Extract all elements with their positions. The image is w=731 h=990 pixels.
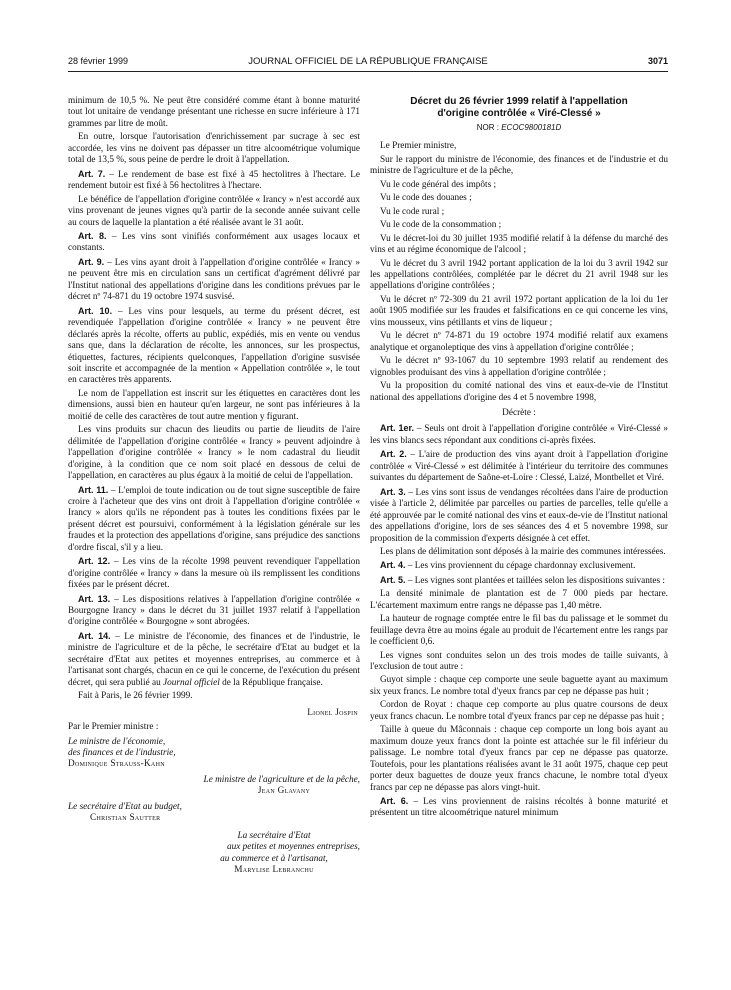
- paragraph: Sur le rapport du ministre de l'économie, des finances et de l'industrie et du ministre de l'agriculture et de la pêche,: [370, 154, 668, 177]
- visa: Vu le code rural ;: [380, 206, 445, 217]
- article-text: – Les vins sont issus de vendanges récoltées dans l'aire de production visée à l'article 2, délimitée par parcelles ou parties de parcelles, telle qu'elle a été approuvée par le comité national des vins et eaux-de-vie de l'Institut national des appellations d'origine, lors de ses séances des 4 et 5 novembre 1998, sur proposition de la commission d'experts désignée à cet effet.: [370, 487, 668, 544]
- article-label: Art. 11.: [78, 484, 109, 495]
- decrete: Décrète :: [502, 407, 536, 418]
- article-text: – Les vignes sont plantées et taillées selon les dispositions suivantes :: [405, 575, 665, 586]
- article-label: Art. 9.: [78, 256, 105, 267]
- min-eco-title: des finances et de l'industrie,: [68, 748, 176, 759]
- article-text: – Les vins de la récolte 1998 peuvent revendiquer l'appellation d'origine contrôlée « Irancy » dans la mesure où ils remplissent les conditions fixées par le présent décret.: [68, 557, 360, 591]
- done-at: Fait à Paris, le 26 février 1999.: [78, 691, 193, 702]
- article-text: – L'emploi de toute indication ou de tout signe susceptible de faire croire à l'acheteur que des vins ont droit à l'appellation d'origine contrôlée « Irancy » alors qu'ils ne répondent pas à toutes les conditions fixées par le présent décret est poursuivi, conformément à la législation générale sur les fraudes et la protection des appellations d'origine, sans préjudice des sanctions d'ordre fiscal, s'il y a lieu.: [68, 485, 360, 553]
- article-label: Art. 5.: [380, 574, 406, 585]
- article-text: – L'aire de production des vins ayant droit à l'appellation d'origine contrôlée « Viré-Clessé » est délimitée à l'intérieur du territoire des communes suivantes du département de Saône-et-Loire : Clessé, Laizé, Montbellet et Viré.: [370, 450, 668, 484]
- article-11: [68, 485, 360, 555]
- article-label: Art. 12.: [78, 556, 111, 567]
- page-header: [68, 56, 668, 70]
- paragraph: Le bénéfice de l'appellation d'origine contrôlée « Irancy » n'est accordé aux vins provenant de jeunes vignes qu'à partir de la seconde année suivant celle au cours de laquelle la plantation a été réalisée avant le 31 août.: [68, 194, 360, 228]
- min-agri-name: Jean Glavany: [257, 786, 311, 797]
- sec-budget-name: Christian Sautter: [90, 813, 161, 824]
- header-page-number: 3071: [647, 56, 668, 66]
- article-label: Art. 14.: [78, 630, 111, 641]
- paragraph: En outre, lorsque l'autorisation d'enrichissement par sucrage à sec est accordée, les vins ne doivent pas dépasser un titre alcoométrique volumique total de 13,5 %, sous peine de perdre le droit à l'appellation.: [68, 132, 360, 166]
- paragraph: Guyot simple : chaque cep comporte une seule baguette ayant au maximum six yeux francs. Le nombre total d'yeux francs par cep ne dépasse pas huit ;: [370, 675, 668, 697]
- min-eco-name: Dominique Strauss-Kahn: [68, 759, 165, 770]
- article-text: – Les vins ayant droit à l'appellation d'origine contrôlée « Irancy » ne peuvent être mis en circulation sans un certificat d'agrément délivré par l'Institut national des appellations d'origine dans les conditions prévues par le décret nº 74-871 du 19 octobre 1974 susvisé.: [68, 257, 360, 303]
- article-text: – Les vins sont vinifiés conformément aux usages locaux et constants.: [68, 231, 360, 254]
- article-8: [68, 231, 360, 255]
- visa: Vu le code des douanes ;: [380, 193, 472, 204]
- article-label: Art. 7.: [78, 168, 106, 179]
- visa: Vu le décret nº 72-309 du 21 avril 1972 portant application de la loi du 1er août 1905 modifiée sur les fraudes et falsifications en ce qui concerne les vins, vins mousseux, vins pétillants et vins de liqueur ;: [370, 294, 668, 328]
- paragraph: La hauteur de rognage comptée entre le fil bas du palissage et le sommet du feuillage devra être au moins égale au produit de l'écartement entre les rangs par le coefficient 0,6.: [370, 614, 668, 648]
- article-7: [68, 169, 360, 193]
- article-text: – Les vins pour lesquels, au terme du présent décret, est revendiquée l'appellation d'origine contrôlée « Irancy » ne peuvent être déclarés après la récolte, offerts au public, expédiés, mis en vente ou vendus sans que, dans la déclaration de récolte, les annonces, sur les prospectus, étiquettes, factures, récipients quelconques, l'appellation d'origine susvisée soit inscrite et accompagnée de la mention « Appellation contrôlée », le tout en caractères très apparents.: [68, 306, 360, 386]
- article-text: – Le ministre de l'économie, des finances et de l'industrie, le ministre de l'agriculture et de la pêche, le secrétaire d'Etat au budget et la secrétaire d'Etat aux petites et moyennes entreprises, au commerce et à l'artisanat sont chargés, chacun en ce qui le concerne, de l'exécution du présent décret, qui sera publié au: [68, 631, 360, 688]
- paragraph: minimum de 10,5 %. Ne peut être considéré comme étant à bonne maturité tout lot unitaire de vendange présentant une richesse en sucre inférieure à 171 grammes par litre de moût.: [68, 96, 360, 129]
- sec-pme-name: Marylise Lebranchu: [234, 865, 314, 876]
- article-text: – Les dispositions relatives à l'appellation d'origine contrôlée « Bourgogne Irancy » dans le décret du 31 juillet 1937 relatif à l'appellation d'origine contrôlée « Bourgogne » sont abrogées.: [68, 594, 361, 628]
- nor-label: NOR :: [476, 123, 502, 132]
- right-column: [370, 96, 668, 822]
- article-1: [370, 423, 668, 447]
- visa: Vu le décret nº 93-1067 du 10 septembre 1993 relatif au rendement des vignobles produisant des vins à appellation d'origine contrôlée ;: [370, 356, 668, 378]
- article-9: [68, 257, 360, 304]
- article-12: [68, 556, 360, 591]
- article-4: [370, 560, 668, 572]
- article-label: Art. 1er.: [380, 423, 415, 434]
- article-6: [370, 796, 668, 820]
- journal-officiel-ref: Journal officiel: [163, 677, 220, 688]
- sec-pme-title: La secrétaire d'Etat: [237, 830, 311, 841]
- header-date: 28 février 1999: [68, 56, 129, 66]
- article-label: Art. 3.: [380, 486, 406, 497]
- article-label: Art. 8.: [78, 230, 107, 241]
- paragraph: Cordon de Royat : chaque cep comporte au plus quatre coursons de deux yeux francs chacun. Le nombre total d'yeux francs par cep ne dépasse pas huit ;: [370, 700, 668, 722]
- article-5: [370, 575, 668, 587]
- article-text: – Les vins proviennent du cépage chardonnay exclusivement.: [405, 561, 636, 572]
- nor-reference: [370, 122, 668, 133]
- header-journal-title: JOURNAL OFFICIEL DE LA RÉPUBLIQUE FRANÇAISE: [248, 56, 488, 67]
- article-text: de la République française.: [219, 677, 323, 688]
- visa: Vu le code de la consommation ;: [380, 220, 502, 231]
- paragraph: Le nom de l'appellation est inscrit sur les étiquettes en caractères dont les dimensions, aussi bien en hauteur qu'en largeur, ne sont pas inférieures à la moitié de celle des caractères de tout autre mention y figurant.: [68, 388, 360, 422]
- article-13: [68, 594, 360, 629]
- min-agri-title: Le ministre de l'agriculture et de la pêche,: [203, 774, 360, 785]
- paragraph: Les vignes sont conduites selon un des trois modes de taille suivants, à l'exclusion de tout autre :: [370, 650, 668, 673]
- article-label: Art. 10.: [78, 305, 113, 316]
- article-label: Art. 4.: [380, 560, 406, 571]
- article-text: – Les vins proviennent de raisins récoltés à bonne maturité et présentent un titre alcoométrique naturel minimum: [370, 797, 668, 819]
- article-14: [68, 631, 360, 689]
- left-column: [68, 96, 360, 877]
- article-label: Art. 13.: [78, 593, 111, 604]
- article-label: Art. 2.: [380, 449, 407, 460]
- paragraph: Le Premier ministre,: [380, 141, 457, 152]
- visa: Vu le décret-loi du 30 juillet 1935 modifié relatif à la défense du marché des vins et au régime économique de l'alcool ;: [370, 233, 668, 256]
- article-3: [370, 487, 668, 545]
- paragraph: Les vins produits sur chacun des lieudits ou partie de lieudits de l'aire délimitée de l'appellation d'origine contrôlée « Irancy » peuvent adjoindre à l'appellation d'origine contrôlée « Irancy » le nom cadastral du lieudit d'origine, à la condition que ce nom soit placé en dessous de celui de l'appellation, en caractères au plus égaux à la moitié de celui de l'appellation.: [68, 425, 360, 482]
- nor-code: ECOC9800181D: [501, 123, 562, 132]
- visa: Vu le décret nº 74-871 du 19 octobre 1974 modifié relatif aux examens analytique et organoleptique des vins à appellation d'origine contrôlée ;: [370, 331, 668, 353]
- visa: Vu la proposition du comité national des vins et eaux-de-vie de l'Institut national des appellations d'origine des 4 et 5 novembre 1998,: [370, 381, 668, 403]
- header-rule: [68, 71, 668, 72]
- visa: Vu le décret du 3 avril 1942 portant application de la loi du 3 avril 1942 sur les appellations contrôlées, complétée par le décret du 21 avril 1948 sur les appellations d'origine contrôlées ;: [370, 258, 668, 292]
- article-text: – Seuls ont droit à l'appellation d'origine contrôlée « Viré-Clessé » les vins blancs secs répondant aux conditions ci-après fixées.: [370, 424, 668, 446]
- visa: Vu le code général des impôts ;: [380, 179, 497, 190]
- paragraph: Les plans de délimitation sont déposés à la mairie des communes intéressées.: [380, 546, 666, 557]
- decree-title-line: d'origine contrôlée « Viré-Clessé »: [437, 108, 601, 119]
- article-label: Art. 6.: [380, 796, 409, 807]
- paragraph: La densité minimale de plantation est de 7 000 pieds par hectare. L'écartement maximum entre rangs ne dépasse pas 1,40 mètre.: [370, 589, 668, 611]
- sec-pme-title: aux petites et moyennes entreprises,: [227, 842, 360, 853]
- decree-title-line: Décret du 26 février 1999 relatif à l'appellation: [410, 96, 628, 107]
- article-text: – Le rendement de base est fixé à 45 hectolitres à l'hectare. Le rendement butoir est fixé à 56 hectolitres à l'hectare.: [68, 169, 360, 192]
- sec-pme-title: au commerce et à l'artisanat,: [220, 853, 328, 864]
- article-2: [370, 449, 668, 484]
- paragraph: Taille à queue du Mâconnais : chaque cep comporte un long bois ayant au maximum douze yeux francs dont la pointe est attachée sur le fil inférieur du palissage. Le nombre total d'yeux francs par cep ne dépasse pas quatorze. Toutefois, pour les plantations réalisées avant le 31 août 1975, chaque cep peut porter deux baguettes de douze yeux francs chacune, le nombre total d'yeux francs par cep ne dépasse pas alors vingt-huit.: [370, 725, 668, 793]
- sec-budget-title: Le secrétaire d'Etat au budget,: [68, 801, 182, 812]
- decree-title: [370, 96, 668, 120]
- article-10: [68, 306, 360, 387]
- min-eco-title: Le ministre de l'économie,: [68, 736, 166, 747]
- signer-pm: Lionel Jospin: [307, 707, 358, 718]
- by-pm: Par le Premier ministre :: [68, 722, 159, 733]
